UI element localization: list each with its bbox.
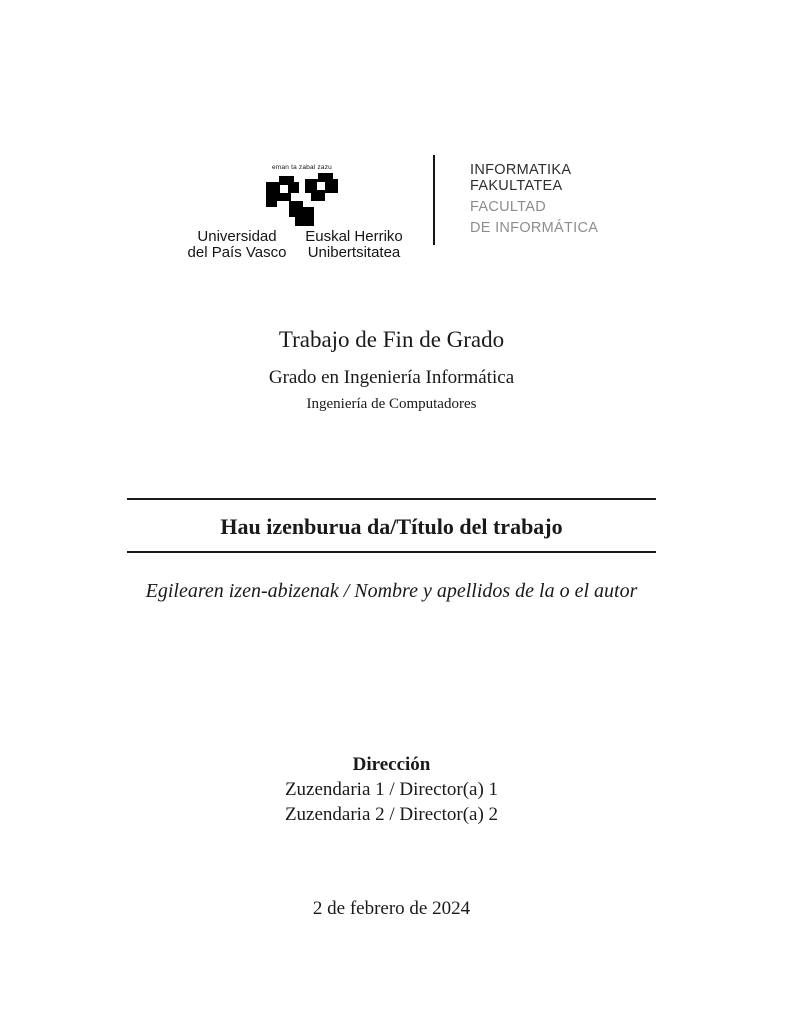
upv-ehu-logo-icon <box>265 173 339 227</box>
document-type-heading: Trabajo de Fin de Grado <box>278 327 505 352</box>
supervisor-line-2: Zuzendaria 2 / Director(a) 2 <box>284 804 499 825</box>
degree-name: Grado en Ingeniería Informática <box>268 367 515 388</box>
university-name-es-line1: Universidad <box>197 228 277 245</box>
title-rule-top <box>127 498 656 500</box>
university-name-eu-line2: Unibertsitatea <box>307 244 401 261</box>
date-line: 2 de febrero de 2024 <box>312 898 471 919</box>
supervision-heading: Dirección <box>352 754 431 775</box>
title-rule-bottom <box>127 551 656 553</box>
supervisor-line-1: Zuzendaria 1 / Director(a) 1 <box>284 779 499 800</box>
faculty-name-es-line2: DE INFORMÁTICA <box>470 220 599 236</box>
faculty-name-es-line1: FACULTAD <box>470 199 546 215</box>
header-divider-line <box>433 155 435 245</box>
logo-motto-text: eman ta zabal zazu <box>272 164 332 171</box>
specialty-name: Ingeniería de Computadores <box>306 396 477 412</box>
author-line: Egilearen izen-abizenak / Nombre y apellidos de la o el autor <box>145 580 638 602</box>
university-name-es-line2: del País Vasco <box>187 244 287 261</box>
upv-ehu-tree-symbol <box>265 173 339 227</box>
faculty-name-eu-line1: INFORMATIKA <box>470 162 572 178</box>
faculty-name-eu-line2: FAKULTATEA <box>470 178 563 194</box>
university-name-basque <box>296 229 412 261</box>
university-name-eu-line1: Euskal Herriko <box>305 228 403 245</box>
university-name-spanish <box>174 229 300 261</box>
faculty-name-block <box>470 162 598 236</box>
work-title: Hau izenburua da/Título del trabajo <box>220 514 563 539</box>
